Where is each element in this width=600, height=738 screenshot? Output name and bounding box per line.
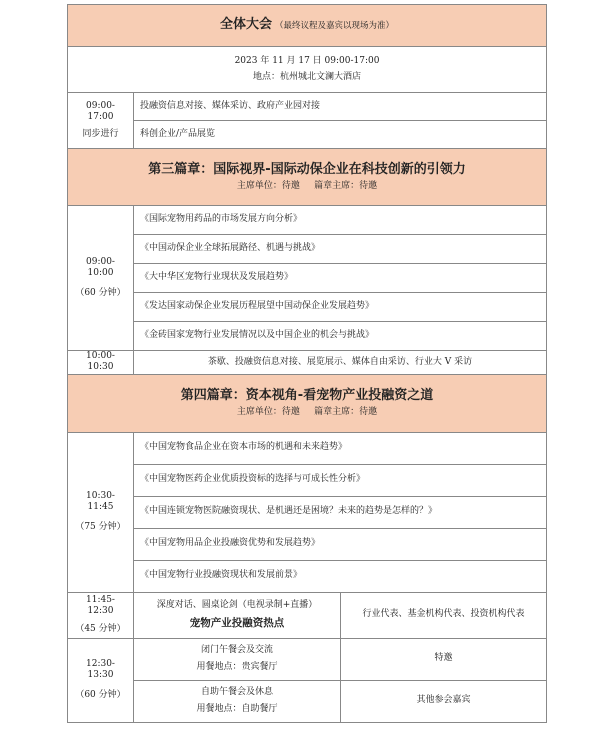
closed-lunch-cell	[134, 638, 341, 680]
chapter4-time: 10:30-11:45	[86, 491, 115, 513]
chapter3-chair: 篇章主席：待邀	[314, 181, 378, 191]
chapter3-host: 主席单位：待邀	[236, 181, 300, 191]
plenary-date: 2023 年 11 月 17 日 09:00-17:00	[234, 55, 380, 66]
dialogue-guests: 行业代表、基金机构代表、投资机构代表	[341, 592, 547, 638]
break-time: 10:00-10:30	[68, 351, 134, 375]
chapter4-chair: 篇章主席：待邀	[314, 407, 378, 417]
lunch-time-cell	[68, 638, 134, 722]
talk-item: 《发达国家动保企业发展历程展望中国动保企业发展趋势》	[134, 293, 547, 322]
sync-label: 同步进行	[82, 129, 119, 140]
talk-item: 《中国宠物用品企业投融资优势和发展趋势》	[134, 528, 547, 560]
talk-item: 《中国宠物行业投融资现状和发展前景》	[134, 560, 547, 592]
sync-item: 科创企业/产品展览	[134, 121, 547, 149]
talk-item: 《中国宠物医药企业优质投资标的选择与可成长性分析》	[134, 464, 547, 496]
sync-time: 09:00-17:00	[86, 100, 115, 122]
chapter4-title: 第四篇章：资本视角-看宠物产业投融资之道	[180, 387, 434, 403]
lunch-time: 12:30-13:30	[86, 659, 115, 681]
talk-item: 《国际宠物用药品的市场发展方向分析》	[134, 206, 547, 235]
chapter4-duration: （75 分钟）	[75, 521, 126, 532]
buffet-lunch-cell	[134, 680, 341, 722]
plenary-header	[68, 5, 547, 47]
agenda-table	[67, 4, 547, 723]
closed-lunch-guests: 特邀	[341, 638, 547, 680]
plenary-note: （最终议程及嘉宾以现场为准）	[274, 21, 394, 32]
dialogue-duration: （45 分钟）	[75, 623, 126, 634]
buffet-lunch-title: 自助午餐会及休息	[200, 686, 273, 697]
dialogue-topic: 宠物产业投融资热点	[189, 616, 285, 629]
closed-lunch-venue: 用餐地点：贵宾餐厅	[196, 662, 278, 672]
chapter3-hosts	[74, 181, 540, 192]
chapter4-header	[68, 374, 547, 432]
dialogue-line: 深度对话、圆桌论剑（电视录制+直播）	[156, 600, 318, 611]
talk-item: 《大中华区宠物行业现状及发展趋势》	[134, 264, 547, 293]
sync-item: 投融资信息对接、媒体采访、政府产业园对接	[134, 93, 547, 121]
plenary-info	[68, 47, 547, 93]
buffet-lunch-guests: 其他参会嘉宾	[341, 680, 547, 722]
buffet-lunch-venue: 用餐地点：自助餐厅	[196, 704, 278, 714]
lunch-duration: （60 分钟）	[75, 689, 126, 700]
break-text: 茶歇、投融资信息对接、展览展示、媒体自由采访、行业大 V 采访	[134, 351, 547, 375]
chapter3-header	[68, 149, 547, 206]
closed-lunch-title: 闭门午餐会及交流	[200, 644, 273, 655]
chapter4-host: 主席单位：待邀	[236, 407, 300, 417]
talk-item: 《中国动保企业全球拓展路径、机遇与挑战》	[134, 235, 547, 264]
talk-item: 《金砖国家宠物行业发展情况以及中国企业的机会与挑战》	[134, 322, 547, 351]
chapter3-time-cell	[68, 206, 134, 351]
sync-time-cell	[68, 93, 134, 149]
chapter3-title: 第三篇章：国际视界-国际动保企业在科技创新的引领力	[148, 161, 466, 177]
dialogue-time-cell	[68, 592, 134, 638]
dialogue-time: 11:45-12:30	[86, 595, 115, 617]
chapter3-time: 09:00-10:00	[86, 257, 115, 279]
talk-item: 《中国宠物食品企业在资本市场的机遇和未来趋势》	[134, 432, 547, 464]
dialogue-cell	[134, 592, 341, 638]
chapter4-hosts	[74, 407, 540, 418]
chapter4-time-cell	[68, 432, 134, 592]
plenary-venue: 地点：杭州城北文澜大酒店	[253, 72, 362, 82]
chapter3-duration: （60 分钟）	[75, 287, 126, 298]
talk-item: 《中国连锁宠物医院融资现状、是机遇还是困境？未来的趋势是怎样的？》	[134, 496, 547, 528]
plenary-title: 全体大会	[220, 17, 273, 33]
